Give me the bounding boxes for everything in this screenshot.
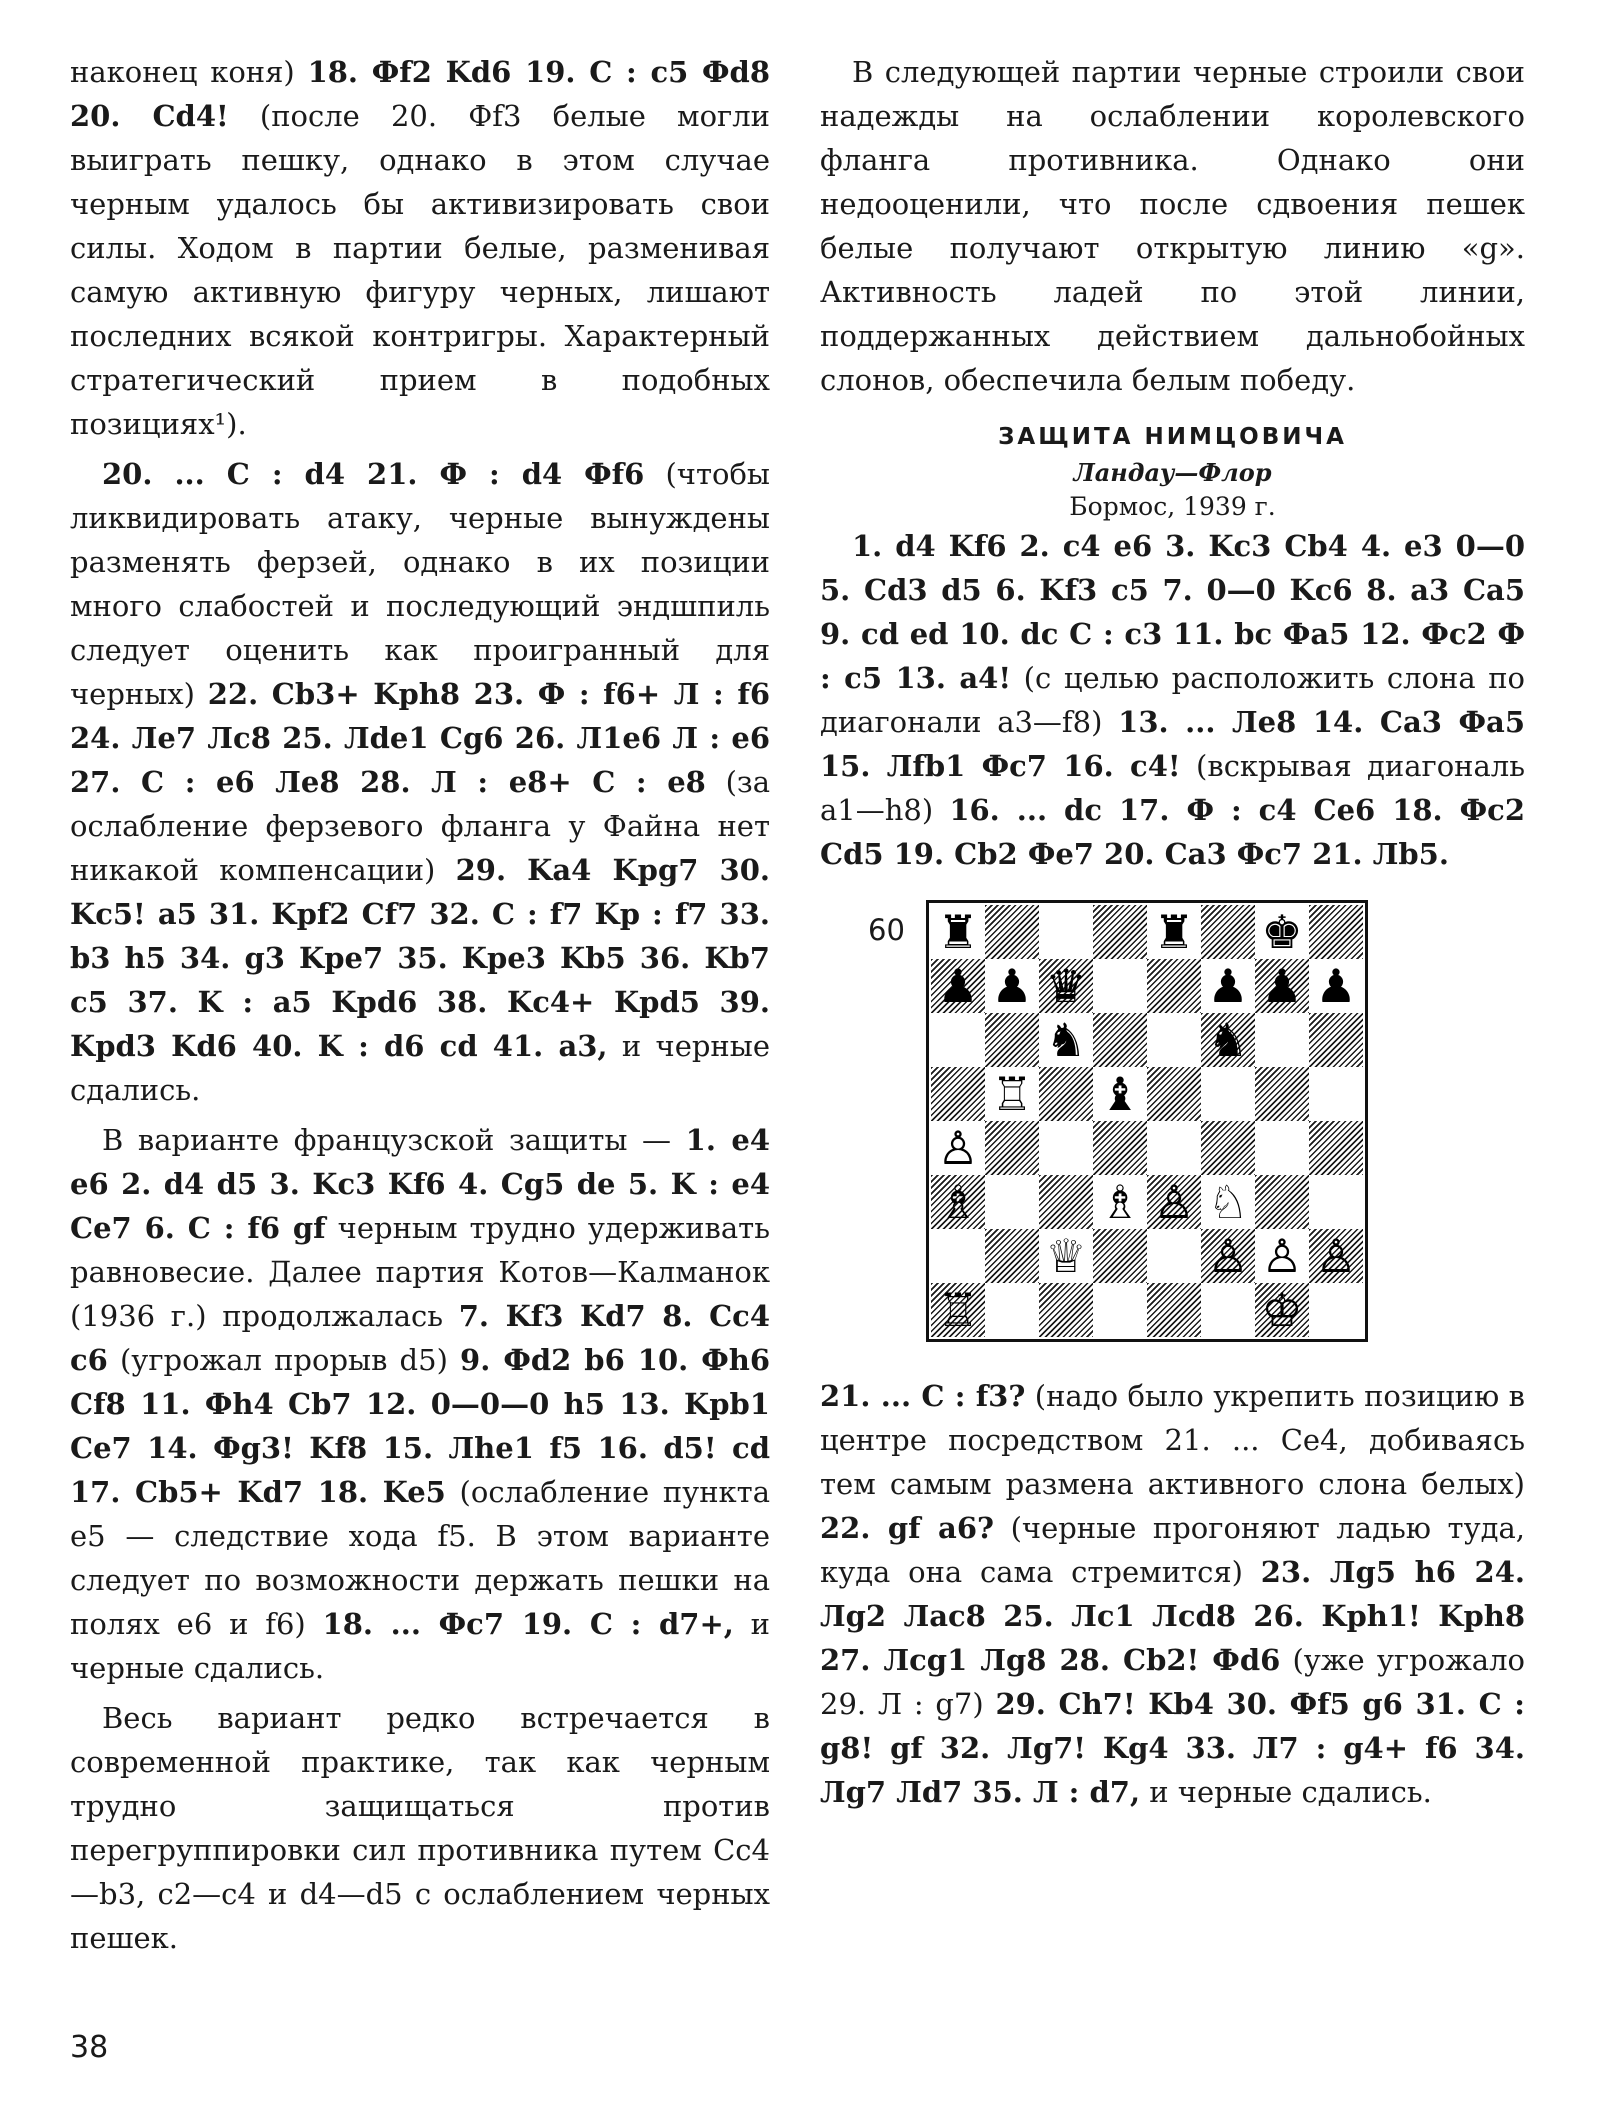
- square-c8: [1039, 905, 1093, 959]
- move-notation: 20. ... С : d4 21. Ф : d4 Фf6: [102, 457, 645, 491]
- black-king-icon: ♚: [1261, 905, 1303, 959]
- black-pawn-icon: ♟: [1261, 959, 1303, 1013]
- game-players: Ландау—Флор: [1073, 458, 1272, 487]
- square-b2: [985, 1229, 1039, 1283]
- paragraph-continued-game: [70, 50, 770, 446]
- commentary-text: (черные прогоняют ладью туда, куда она сама стремится): [820, 1511, 1526, 1589]
- square-e5: [1147, 1067, 1201, 1121]
- move-notation: 21. ... С : f3?: [820, 1379, 1026, 1413]
- white-pawn-icon: ♙: [1207, 1229, 1249, 1283]
- square-g5: [1255, 1067, 1309, 1121]
- move-notation: 18. Фf2 Kd6 19. С : c5 Фd8 20. Cd4!: [70, 55, 770, 133]
- square-b4: [985, 1121, 1039, 1175]
- square-c4: [1039, 1121, 1093, 1175]
- white-bishop-icon: ♗: [1099, 1175, 1141, 1229]
- square-a6: [931, 1013, 985, 1067]
- white-bishop-icon: ♗: [937, 1175, 979, 1229]
- move-notation: 23. Лg5 h6 24. Лg2 Лac8 25. Лc1 Лcd8 26. Kph1! Kph8 27. Лcg1 Лg8 28. Cb2! Фd6: [820, 1555, 1525, 1677]
- commentary-text: (надо было укрепить позицию в центре посредством 21. ... Ce4, добиваясь тем самым размена активного слона белых): [820, 1379, 1525, 1501]
- paragraph-moves: [820, 524, 1525, 876]
- commentary-text: (после 20. Фf3 белые могли выиграть пешку, однако в этом случае черным удалось бы активизировать свои силы. Ходом в партии белые, разменивая самую активную фигуру черных, лишают последних всякой контригры. Характерный стратегический прием в подобных позициях¹).: [70, 99, 770, 441]
- white-rook-icon: ♖: [937, 1283, 979, 1337]
- diagram-number: 60: [868, 913, 905, 947]
- square-b6: [985, 1013, 1039, 1067]
- move-notation: 18. ... Фc7 19. С : d7+,: [322, 1607, 734, 1641]
- commentary-text: В следующей партии черные строили свои надежды на ослаблении королевского фланга противника. Однако они недооценили, что после сдвоения пешек белые получают открытую линию «g». Активность ладей по этой линии, поддержанных действием дальнобойных слонов, обеспечила белым победу.: [820, 55, 1525, 397]
- black-knight-icon: ♞: [1045, 1013, 1087, 1067]
- move-notation: 29. Ch7! Kb4 30. Фf5 g6 31. С : g8! gf 32. Лg7! Kg4 33. Л7 : g4+ f6 34. Лg7 Лd7 35. Л : d7,: [820, 1687, 1525, 1809]
- commentary-text: (ослабление пункта e5 — следствие хода f5. В этом варианте следует по возможности держать пешки на полях e6 и f6): [70, 1475, 770, 1641]
- white-pawn-icon: ♙: [1315, 1229, 1357, 1283]
- square-h3: [1309, 1175, 1363, 1229]
- white-queen-icon: ♕: [1045, 1229, 1087, 1283]
- commentary-text: (вскрывая диагональ a1—h8): [820, 749, 1525, 827]
- commentary-text: черным трудно удерживать равновесие. Далее партия Котов—Калманок (1936 г.) продолжалась: [70, 1211, 770, 1333]
- right-column: [820, 50, 1525, 1820]
- commentary-text: и черные сдались.: [70, 1029, 770, 1107]
- black-queen-icon: ♛: [1045, 959, 1087, 1013]
- square-g4: [1255, 1121, 1309, 1175]
- black-pawn-icon: ♟: [937, 959, 979, 1013]
- black-pawn-icon: ♟: [991, 959, 1033, 1013]
- commentary-text: (угрожал прорыв d5): [107, 1343, 461, 1377]
- move-notation: 16. ... dc 17. Ф : c4 Ce6 18. Фc2 Cd5 19. Cb2 Фe7 20. Ca3 Фc7 21. Лb5.: [820, 793, 1526, 871]
- square-h5: [1309, 1067, 1363, 1121]
- game-heading: ЗАЩИТА НИМЦОВИЧА: [998, 424, 1347, 450]
- move-notation: 7. Kf3 Kd7 8. Cc4 c6: [70, 1299, 771, 1377]
- black-rook-icon: ♜: [1153, 905, 1195, 959]
- square-c3: [1039, 1175, 1093, 1229]
- square-b1: [985, 1283, 1039, 1337]
- square-f8: [1201, 905, 1255, 959]
- square-d6: [1093, 1013, 1147, 1067]
- left-column: [70, 50, 770, 1966]
- commentary-text: и черные сдались.: [1140, 1775, 1432, 1809]
- white-pawn-icon: ♙: [1261, 1229, 1303, 1283]
- square-e2: [1147, 1229, 1201, 1283]
- square-f1: [1201, 1283, 1255, 1337]
- commentary-text: Весь вариант редко встречается в современной практике, так как черным трудно защищаться против перегруппировки сил противника путем Cc4—b3, c2—c4 и d4—d5 с ослаблением черных пешек.: [70, 1701, 770, 1955]
- square-a2: [931, 1229, 985, 1283]
- square-h8: [1309, 905, 1363, 959]
- paragraph-french-defense: [70, 1118, 770, 1690]
- square-e1: [1147, 1283, 1201, 1337]
- black-pawn-icon: ♟: [1315, 959, 1357, 1013]
- square-g6: [1255, 1013, 1309, 1067]
- chess-diagram: [820, 900, 1525, 1358]
- square-e6: [1147, 1013, 1201, 1067]
- chess-board: [926, 900, 1368, 1342]
- commentary-text: и черные сдались.: [70, 1607, 770, 1685]
- square-d4: [1093, 1121, 1147, 1175]
- commentary-text: наконец коня): [70, 55, 308, 89]
- move-notation: 22. Cb3+ Kph8 23. Ф : f6+ Л : f6 24. Лe7 Лc8 25. Лde1 Cg6 26. Л1e6 Л : e6 27. С : e6 Лe8 28. Л : e8+ С : e8: [70, 677, 770, 799]
- commentary-text: В варианте французской защиты —: [102, 1123, 686, 1157]
- black-knight-icon: ♞: [1207, 1013, 1249, 1067]
- paragraph-conclusion: [70, 1696, 770, 1960]
- square-d2: [1093, 1229, 1147, 1283]
- white-pawn-icon: ♙: [937, 1121, 979, 1175]
- black-rook-icon: ♜: [937, 905, 979, 959]
- square-c1: [1039, 1283, 1093, 1337]
- commentary-text: (за ослабление ферзевого фланга у Файна нет никакой компенсации): [70, 765, 770, 887]
- move-notation: 1. e4 e6 2. d4 d5 3. Kc3 Kf6 4. Cg5 de 5. K : e4 Ce7 6. С : f6 gf: [70, 1123, 771, 1245]
- white-knight-icon: ♘: [1207, 1175, 1249, 1229]
- move-notation: 22. gf a6?: [820, 1511, 995, 1545]
- black-pawn-icon: ♟: [1207, 959, 1249, 1013]
- move-notation: 9. Фd2 b6 10. Фh6 Cf8 11. Фh4 Cb7 12. 0—0—0 h5 13. Kpb1 Ce7 14. Фg3! Kf8 15. Лhe1 f5 16. d5! cd 17. Cb5+ Kd7 18. Ke5: [70, 1343, 771, 1509]
- white-king-icon: ♔: [1261, 1283, 1303, 1337]
- game-place-year: Бормос, 1939 г.: [1069, 492, 1276, 521]
- square-c5: [1039, 1067, 1093, 1121]
- move-notation: 1. d4 Kf6 2. c4 e6 3. Kc3 Cb4 4. e3 0—0 5. Cd3 d5 6. Kf3 c5 7. 0—0 Kc6 8. a3 Ca5 9. cd ed 10. dc С : c3 11. bc Фa5 12. Фc2 Ф : c5 13. a4!: [820, 529, 1525, 695]
- square-f4: [1201, 1121, 1255, 1175]
- paragraph-intro: [820, 50, 1525, 402]
- move-notation: 13. ... Лe8 14. Ca3 Фa5 15. Лfb1 Фc7 16. c4!: [820, 705, 1526, 783]
- move-notation: 29. Ka4 Kpg7 30. Kc5! a5 31. Kpf2 Cf7 32. С : f7 Kp : f7 33. b3 h5 34. g3 Kpe7 35. Kpe3 Kb5 36. Kb7 c5 37. K : a5 Kpd6 38. Kc4+ Kpd5 39. Kpd3 Kd6 40. K : d6 cd 41. a3,: [70, 853, 770, 1063]
- square-h6: [1309, 1013, 1363, 1067]
- commentary-text: (с целью расположить слона по диагонали a3—f8): [820, 661, 1525, 739]
- white-pawn-icon: ♙: [1153, 1175, 1195, 1229]
- page-number: 38: [70, 2030, 109, 2065]
- square-d8: [1093, 905, 1147, 959]
- black-bishop-icon: ♝: [1099, 1067, 1141, 1121]
- paragraph-endgame: [70, 452, 770, 1112]
- square-e7: [1147, 959, 1201, 1013]
- square-b3: [985, 1175, 1039, 1229]
- square-b8: [985, 905, 1039, 959]
- square-f5: [1201, 1067, 1255, 1121]
- square-d7: [1093, 959, 1147, 1013]
- square-d1: [1093, 1283, 1147, 1337]
- commentary-text: (чтобы ликвидировать атаку, черные вынуждены разменять ферзей, однако в их позиции много слабостей и последующий эндшпиль следует оценить как проигранный для черных): [70, 457, 770, 711]
- square-h4: [1309, 1121, 1363, 1175]
- square-g3: [1255, 1175, 1309, 1229]
- white-rook-icon: ♖: [991, 1067, 1033, 1121]
- square-e4: [1147, 1121, 1201, 1175]
- square-h1: [1309, 1283, 1363, 1337]
- paragraph-after-diagram: [820, 1374, 1525, 1814]
- commentary-text: (уже угрожало 29. Л : g7): [820, 1643, 1525, 1721]
- square-a5: [931, 1067, 985, 1121]
